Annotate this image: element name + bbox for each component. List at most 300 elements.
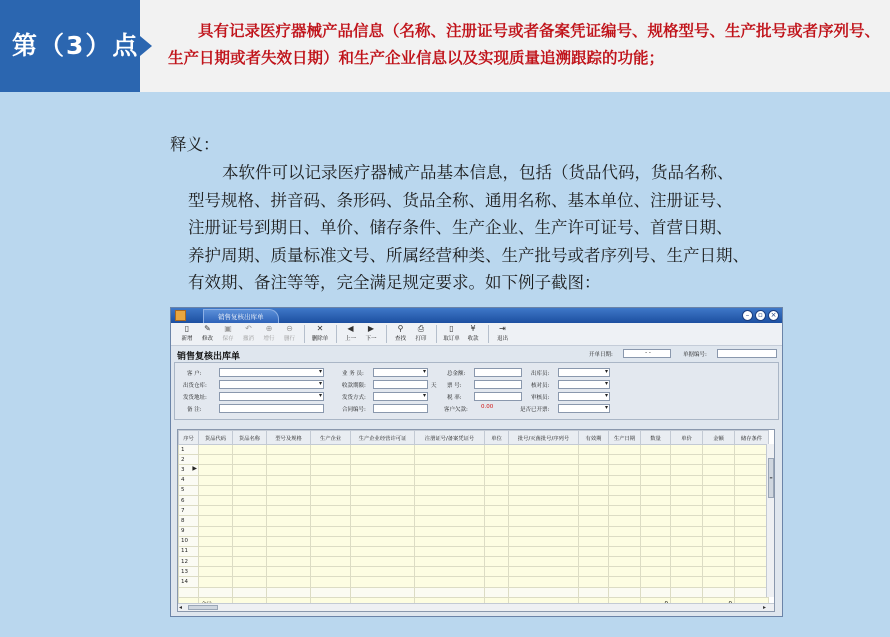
table-cell[interactable]: [267, 475, 311, 485]
table-cell[interactable]: [311, 455, 351, 465]
table-cell[interactable]: [233, 495, 267, 505]
table-cell[interactable]: [415, 516, 485, 526]
window-tab[interactable]: 销售复核出库单: [203, 309, 279, 323]
date-field[interactable]: - -: [623, 349, 671, 358]
table-cell[interactable]: [735, 546, 769, 556]
outbound-clerk-select[interactable]: [558, 368, 610, 377]
table-cell[interactable]: [199, 506, 233, 516]
horizontal-scrollbar[interactable]: [178, 603, 775, 611]
table-cell[interactable]: [703, 567, 735, 577]
table-cell[interactable]: [735, 506, 769, 516]
row-number: [179, 455, 199, 465]
table-cell[interactable]: [509, 465, 579, 475]
table-cell[interactable]: [415, 526, 485, 536]
table-cell[interactable]: [671, 465, 703, 475]
table-cell[interactable]: [671, 495, 703, 505]
table-cell[interactable]: [641, 516, 671, 526]
table-cell[interactable]: [351, 506, 415, 516]
table-cell[interactable]: [233, 587, 267, 597]
table-cell[interactable]: [351, 577, 415, 587]
table-cell[interactable]: [641, 546, 671, 556]
table-cell[interactable]: [415, 536, 485, 546]
table-cell[interactable]: [267, 485, 311, 495]
table-cell[interactable]: [233, 546, 267, 556]
table-cell[interactable]: [609, 485, 641, 495]
column-header[interactable]: 单位: [485, 431, 509, 445]
table-cell[interactable]: [267, 445, 311, 455]
vertical-scrollbar[interactable]: [766, 444, 774, 597]
table-cell[interactable]: [267, 546, 311, 556]
column-header[interactable]: 货品名称: [233, 431, 267, 445]
table-cell[interactable]: [641, 465, 671, 475]
table-cell[interactable]: [703, 506, 735, 516]
restore-icon[interactable]: ▫: [755, 310, 766, 321]
table-cell[interactable]: [509, 445, 579, 455]
warehouse-select[interactable]: [219, 380, 324, 389]
table-cell[interactable]: [351, 557, 415, 567]
column-header[interactable]: 生产企业: [311, 431, 351, 445]
table-cell[interactable]: [485, 485, 509, 495]
table-cell[interactable]: [485, 526, 509, 536]
column-header[interactable]: 生产企业经营许可证: [351, 431, 415, 445]
table-cell[interactable]: [609, 587, 641, 597]
scroll-right-icon[interactable]: ▸: [762, 604, 766, 611]
table-row[interactable]: [179, 546, 769, 556]
table-cell[interactable]: [609, 475, 641, 485]
table-cell[interactable]: [703, 557, 735, 567]
table-cell[interactable]: [609, 465, 641, 475]
table-cell[interactable]: [351, 526, 415, 536]
table-cell[interactable]: [415, 475, 485, 485]
table-row[interactable]: [179, 475, 769, 485]
table-cell[interactable]: [671, 536, 703, 546]
table-cell[interactable]: [199, 445, 233, 455]
table-cell[interactable]: [233, 475, 267, 485]
table-cell[interactable]: [641, 455, 671, 465]
table-cell[interactable]: [671, 506, 703, 516]
column-header[interactable]: 生产日期: [609, 431, 641, 445]
table-row[interactable]: [179, 577, 769, 587]
table-cell[interactable]: [735, 485, 769, 495]
table-cell[interactable]: [579, 506, 609, 516]
table-row[interactable]: [179, 485, 769, 495]
table-cell[interactable]: [579, 546, 609, 556]
table-cell[interactable]: [267, 455, 311, 465]
table-cell[interactable]: [641, 445, 671, 455]
table-cell[interactable]: [415, 445, 485, 455]
table-cell[interactable]: [199, 526, 233, 536]
exit-icon: ⇥: [499, 324, 506, 333]
table-cell[interactable]: [509, 567, 579, 577]
edit-icon: ✎: [204, 324, 211, 333]
reviewer-select[interactable]: [558, 380, 610, 389]
table-cell[interactable]: [641, 587, 671, 597]
toolbar-button-delete-row[interactable]: [280, 323, 300, 346]
table-cell[interactable]: [735, 587, 769, 597]
table-cell[interactable]: [671, 445, 703, 455]
table-cell[interactable]: [671, 526, 703, 536]
table-cell[interactable]: [311, 516, 351, 526]
toolbar-button-exit[interactable]: [493, 323, 513, 346]
column-header[interactable]: 批号/灭菌批号/序列号: [509, 431, 579, 445]
table-row[interactable]: [179, 536, 769, 546]
column-header[interactable]: 货品代码: [199, 431, 233, 445]
table-cell[interactable]: [735, 455, 769, 465]
table-cell[interactable]: [671, 587, 703, 597]
table-cell[interactable]: [233, 455, 267, 465]
table-cell[interactable]: [311, 526, 351, 536]
toolbar-button-label: 打印: [415, 336, 427, 342]
table-cell[interactable]: [579, 465, 609, 475]
table-cell[interactable]: [671, 516, 703, 526]
table-cell[interactable]: [485, 465, 509, 475]
table-cell[interactable]: [311, 445, 351, 455]
table-cell[interactable]: [609, 455, 641, 465]
table-cell[interactable]: [267, 526, 311, 536]
table-cell[interactable]: [579, 495, 609, 505]
table-cell[interactable]: [485, 536, 509, 546]
form-title: 销售复核出库单: [177, 352, 241, 362]
table-cell[interactable]: [267, 465, 311, 475]
doc-number-field[interactable]: [717, 349, 777, 358]
toolbar-button-prev[interactable]: [341, 323, 361, 346]
total-amount-label: 总金额:: [447, 371, 466, 377]
column-header[interactable]: 型号及规格: [267, 431, 311, 445]
table-cell[interactable]: [509, 506, 579, 516]
table-cell[interactable]: [233, 526, 267, 536]
table-row[interactable]: [179, 587, 769, 597]
table-cell[interactable]: [233, 516, 267, 526]
table-cell[interactable]: [609, 445, 641, 455]
table-cell[interactable]: [351, 475, 415, 485]
table-cell[interactable]: [609, 516, 641, 526]
table-cell[interactable]: [351, 587, 415, 597]
table-cell[interactable]: [579, 557, 609, 567]
table-cell[interactable]: [485, 475, 509, 485]
table-cell[interactable]: [703, 587, 735, 597]
table-cell[interactable]: [415, 506, 485, 516]
toolbar-button-print[interactable]: [411, 323, 431, 346]
table-cell[interactable]: [641, 567, 671, 577]
table-cell[interactable]: [579, 526, 609, 536]
table-cell[interactable]: [311, 485, 351, 495]
table-row[interactable]: [179, 506, 769, 516]
table-cell[interactable]: [415, 577, 485, 587]
table-cell[interactable]: [641, 577, 671, 587]
column-header[interactable]: 序号: [179, 431, 199, 445]
table-cell[interactable]: [485, 567, 509, 577]
table-row[interactable]: [179, 526, 769, 536]
table-cell[interactable]: [735, 536, 769, 546]
tax-label: 税 率:: [447, 395, 462, 401]
table-row[interactable]: [179, 516, 769, 526]
table-cell[interactable]: [351, 485, 415, 495]
table-cell[interactable]: [641, 536, 671, 546]
salesman-select[interactable]: [373, 368, 428, 377]
toolbar-button-undo[interactable]: [239, 323, 259, 346]
column-header[interactable]: 储存条件: [735, 431, 769, 445]
table-cell[interactable]: [609, 546, 641, 556]
table-cell[interactable]: [579, 445, 609, 455]
toolbar-button-add-row[interactable]: [259, 323, 279, 346]
table-cell[interactable]: [415, 465, 485, 475]
table-cell[interactable]: [579, 516, 609, 526]
table-cell[interactable]: [199, 577, 233, 587]
table-cell[interactable]: [311, 557, 351, 567]
customer-select[interactable]: [219, 368, 324, 377]
minimize-icon[interactable]: –: [742, 310, 753, 321]
table-cell[interactable]: [233, 445, 267, 455]
scroll-thumb[interactable]: [188, 605, 218, 610]
table-cell[interactable]: [199, 536, 233, 546]
table-cell[interactable]: [267, 516, 311, 526]
table-cell[interactable]: [415, 485, 485, 495]
table-cell[interactable]: [485, 577, 509, 587]
table-cell[interactable]: [671, 577, 703, 587]
toolbar-button-new[interactable]: [177, 323, 197, 346]
prev-icon: ◀: [347, 324, 354, 333]
table-cell[interactable]: [703, 485, 735, 495]
table-cell[interactable]: [671, 455, 703, 465]
table-cell[interactable]: [485, 445, 509, 455]
table-cell[interactable]: [233, 577, 267, 587]
table-row[interactable]: [179, 445, 769, 455]
table-cell[interactable]: [267, 557, 311, 567]
table-row[interactable]: [179, 455, 769, 465]
table-cell[interactable]: [311, 577, 351, 587]
table-cell[interactable]: [609, 506, 641, 516]
table-cell[interactable]: [311, 495, 351, 505]
scroll-thumb[interactable]: ≡: [768, 458, 774, 498]
table-cell[interactable]: [199, 495, 233, 505]
table-cell[interactable]: [267, 506, 311, 516]
table-cell[interactable]: [641, 495, 671, 505]
table-cell[interactable]: [509, 557, 579, 567]
address-select[interactable]: [219, 392, 324, 401]
contract-no-input[interactable]: [373, 404, 428, 413]
tax-input[interactable]: [474, 392, 522, 401]
table-cell[interactable]: [703, 495, 735, 505]
toolbar-button-payment[interactable]: [463, 323, 483, 346]
table-cell[interactable]: [509, 485, 579, 495]
table-cell[interactable]: [509, 455, 579, 465]
table-row[interactable]: [179, 557, 769, 567]
table-cell[interactable]: [735, 557, 769, 567]
total-amount-field[interactable]: [474, 368, 522, 377]
column-header[interactable]: 注册证号/备案凭证号: [415, 431, 485, 445]
table-cell[interactable]: [579, 577, 609, 587]
table-cell[interactable]: [509, 526, 579, 536]
invoiced-select[interactable]: [558, 404, 610, 413]
table-cell[interactable]: [351, 567, 415, 577]
table-cell[interactable]: [415, 546, 485, 556]
toolbar-button-find[interactable]: [391, 323, 411, 346]
table-cell[interactable]: [233, 485, 267, 495]
table-cell[interactable]: [415, 587, 485, 597]
table-cell[interactable]: [199, 475, 233, 485]
table-cell[interactable]: [311, 587, 351, 597]
table-cell[interactable]: [311, 475, 351, 485]
table-cell[interactable]: [509, 587, 579, 597]
fetch-order-icon: ▯: [449, 324, 454, 333]
table-cell[interactable]: [671, 567, 703, 577]
table-cell[interactable]: [351, 536, 415, 546]
table-cell[interactable]: [351, 465, 415, 475]
table-cell[interactable]: [509, 546, 579, 556]
table-cell[interactable]: [311, 546, 351, 556]
table-cell[interactable]: [485, 506, 509, 516]
table-cell[interactable]: [579, 485, 609, 495]
table-cell[interactable]: [703, 577, 735, 587]
table-cell[interactable]: [233, 536, 267, 546]
table-cell[interactable]: [609, 557, 641, 567]
table-cell[interactable]: [351, 546, 415, 556]
table-cell[interactable]: [735, 567, 769, 577]
table-cell[interactable]: [735, 526, 769, 536]
table-cell[interactable]: [233, 506, 267, 516]
table-cell[interactable]: [485, 557, 509, 567]
table-cell[interactable]: [199, 557, 233, 567]
field-area: [174, 362, 779, 420]
table-cell[interactable]: [199, 485, 233, 495]
close-icon[interactable]: ×: [768, 310, 779, 321]
table-cell[interactable]: [351, 455, 415, 465]
column-header[interactable]: 金额: [703, 431, 735, 445]
row-number-text: 8: [181, 517, 185, 524]
ship-method-select[interactable]: [373, 392, 428, 401]
table-row[interactable]: [179, 495, 769, 505]
table-cell[interactable]: [509, 516, 579, 526]
table-cell[interactable]: [485, 587, 509, 597]
table-cell[interactable]: [267, 536, 311, 546]
table-cell[interactable]: [641, 485, 671, 495]
pay-term-input[interactable]: [373, 380, 428, 389]
table-cell[interactable]: [311, 536, 351, 546]
table-cell[interactable]: [267, 577, 311, 587]
table-cell[interactable]: [485, 455, 509, 465]
scroll-left-icon[interactable]: ◂: [179, 604, 183, 611]
toolbar-button-edit[interactable]: [198, 323, 218, 346]
table-cell[interactable]: [509, 577, 579, 587]
table-cell[interactable]: [233, 567, 267, 577]
table-cell[interactable]: [641, 557, 671, 567]
table-cell[interactable]: [609, 567, 641, 577]
table-cell[interactable]: [509, 536, 579, 546]
table-cell[interactable]: [199, 455, 233, 465]
toolbar-button-fetch-order[interactable]: [441, 323, 463, 346]
table-cell[interactable]: [703, 455, 735, 465]
table-cell[interactable]: [199, 587, 233, 597]
table-cell[interactable]: [485, 495, 509, 505]
table-cell[interactable]: [351, 495, 415, 505]
toolbar-button-label: 增行: [263, 336, 275, 342]
table-cell[interactable]: [703, 465, 735, 475]
table-cell[interactable]: [703, 516, 735, 526]
invoice-no-input[interactable]: [474, 380, 522, 389]
table-cell[interactable]: [703, 536, 735, 546]
column-header[interactable]: 单价: [671, 431, 703, 445]
table-cell[interactable]: [509, 495, 579, 505]
table-cell[interactable]: [311, 506, 351, 516]
table-cell[interactable]: [415, 455, 485, 465]
table-cell[interactable]: [311, 465, 351, 475]
table-cell[interactable]: [485, 546, 509, 556]
table-cell[interactable]: [735, 577, 769, 587]
toolbar-button-label: 保存: [222, 336, 234, 342]
table-cell[interactable]: [579, 567, 609, 577]
toolbar-button-next[interactable]: [361, 323, 381, 346]
table-cell[interactable]: [485, 516, 509, 526]
table-cell[interactable]: [641, 526, 671, 536]
toolbar-button-save[interactable]: [218, 323, 238, 346]
table-cell[interactable]: [351, 445, 415, 455]
table-cell[interactable]: [267, 587, 311, 597]
table-cell[interactable]: [641, 475, 671, 485]
row-number-text: 13: [181, 568, 188, 575]
auditor-select[interactable]: [558, 392, 610, 401]
table-cell[interactable]: [509, 475, 579, 485]
requirement-line-1: 具有记录医疗器械产品信息（名称、注册证号或者备案凭证编号、规格型号、生产批号或者序列号、: [198, 22, 881, 40]
table-cell[interactable]: [579, 587, 609, 597]
table-cell[interactable]: [703, 526, 735, 536]
table-cell[interactable]: [735, 465, 769, 475]
table-cell[interactable]: [579, 536, 609, 546]
table-cell[interactable]: [671, 546, 703, 556]
remark-input[interactable]: [219, 404, 324, 413]
table-cell[interactable]: [671, 485, 703, 495]
table-cell[interactable]: [199, 546, 233, 556]
table-cell[interactable]: [233, 465, 267, 475]
table-cell[interactable]: [199, 567, 233, 577]
toolbar-button-delete[interactable]: [309, 323, 331, 346]
table-cell[interactable]: [671, 557, 703, 567]
column-header[interactable]: 有效期: [579, 431, 609, 445]
table-cell[interactable]: [703, 445, 735, 455]
table-cell[interactable]: [735, 445, 769, 455]
table-cell[interactable]: [703, 475, 735, 485]
table-cell[interactable]: [233, 557, 267, 567]
table-row[interactable]: [179, 465, 769, 475]
table-cell[interactable]: [609, 526, 641, 536]
table-cell[interactable]: [267, 495, 311, 505]
table-cell[interactable]: [609, 495, 641, 505]
table-cell[interactable]: [579, 455, 609, 465]
table-cell[interactable]: [199, 516, 233, 526]
column-header[interactable]: 数量: [641, 431, 671, 445]
row-number-text: 7: [181, 507, 185, 514]
table-cell[interactable]: [735, 475, 769, 485]
table-cell[interactable]: [415, 557, 485, 567]
table-cell[interactable]: [609, 536, 641, 546]
requirement-text: [162, 18, 884, 72]
table-cell[interactable]: [267, 567, 311, 577]
table-cell[interactable]: [735, 516, 769, 526]
table-cell[interactable]: [579, 475, 609, 485]
table-cell[interactable]: [641, 506, 671, 516]
next-icon: ▶: [367, 324, 375, 333]
table-cell[interactable]: [735, 495, 769, 505]
row-number: [179, 506, 199, 516]
table-cell[interactable]: [703, 546, 735, 556]
table-cell[interactable]: [351, 516, 415, 526]
table-cell[interactable]: [415, 567, 485, 577]
table-cell[interactable]: [415, 495, 485, 505]
table-cell[interactable]: [311, 567, 351, 577]
table-row[interactable]: [179, 567, 769, 577]
table-cell[interactable]: [671, 475, 703, 485]
table-cell[interactable]: [199, 465, 233, 475]
table-cell[interactable]: [609, 577, 641, 587]
